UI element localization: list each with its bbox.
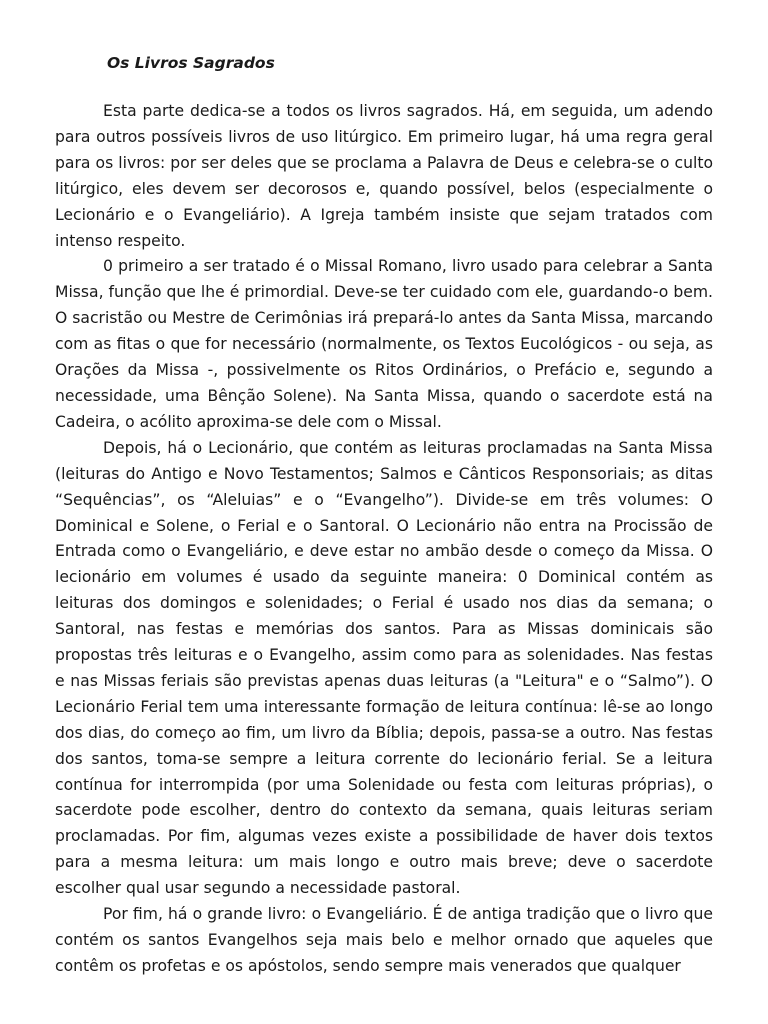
paragraph-missal: 0 primeiro a ser tratado é o Missal Romano, livro usado para celebrar a Santa Missa, função que lhe é primordial. Deve-se ter cuidado com ele, guardando-o bem. O sacristão ou Mestre de Cerimônias irá prepará-lo antes da Santa Missa, marcando com as fitas o que for necessário (normalmente, os Textos Eucológicos - ou seja, as Orações da Missa -, possivelmente os Ritos Ordinários, o Prefácio e, segundo a necessidade, uma Bênção Solene). Na Santa Missa, quando o sacerdote está na Cadeira, o acólito aproxima-se dele com o Missal. [55, 257, 713, 431]
body-text [55, 99, 713, 980]
paragraph-evangeliario: Por fim, há o grande livro: o Evangeliário. É de antiga tradição que o livro que contém os santos Evangelhos seja mais belo e melhor ornado que aqueles que contêm os profetas e os apóstolos, sendo sempre mais venerados que qualquer [55, 905, 713, 975]
paragraph-lecionario: Depois, há o Lecionário, que contém as leituras proclamadas na Santa Missa (leituras do Antigo e Novo Testamentos; Salmos e Cânticos Responsoriais; as ditas “Sequências”, os “Aleluias” e o “Evangelho”). Divide-se em três volumes: O Dominical e Solene, o Ferial e o Santoral. O Lecionário não entra na Procissão de Entrada como o Evangeliário, e deve estar no ambão desde o começo da Missa. O lecionário em volumes é usado da seguinte maneira: 0 Dominical contém as leituras dos domingos e solenidades; o Ferial é usado nos dias da semana; o Santoral, nas festas e memórias dos santos. Para as Missas dominicais são propostas três leituras e o Evangelho, assim como para as solenidades. Nas festas e nas Missas feriais são previstas apenas duas leituras (a "Leitura" e o “Salmo”). O Lecionário Ferial tem uma interessante formação de leitura contínua: lê-se ao longo dos dias, do começo ao fim, um livro da Bíblia; depois, passa-se a outro. Nas festas dos santos, toma-se sempre a leitura corrente do lecionário ferial. Se a leitura contínua for interrompida (por uma Solenidade ou festa com leituras próprias), o sacerdote pode escolher, dentro do contexto da semana, quais leituras seriam proclamadas. Por fim, algumas vezes existe a possibilidade de haver dois textos para a mesma leitura: um mais longo e outro mais breve; deve o sacerdote escolher qual usar segundo a necessidade pastoral. [55, 438, 713, 898]
paragraph-intro: Esta parte dedica-se a todos os livros sagrados. Há, em seguida, um adendo para outros possíveis livros de uso litúrgico. Em primeiro lugar, há uma regra geral para os livros: por ser deles que se proclama a Palavra de Deus e celebra-se o culto litúrgico, eles devem ser decorosos e, quando possível, belos (especialmente o Lecionário e o Evangeliário). A Igreja também insiste que sejam tratados com intenso respeito. [55, 102, 713, 250]
section-title: Os Livros Sagrados [107, 54, 275, 72]
